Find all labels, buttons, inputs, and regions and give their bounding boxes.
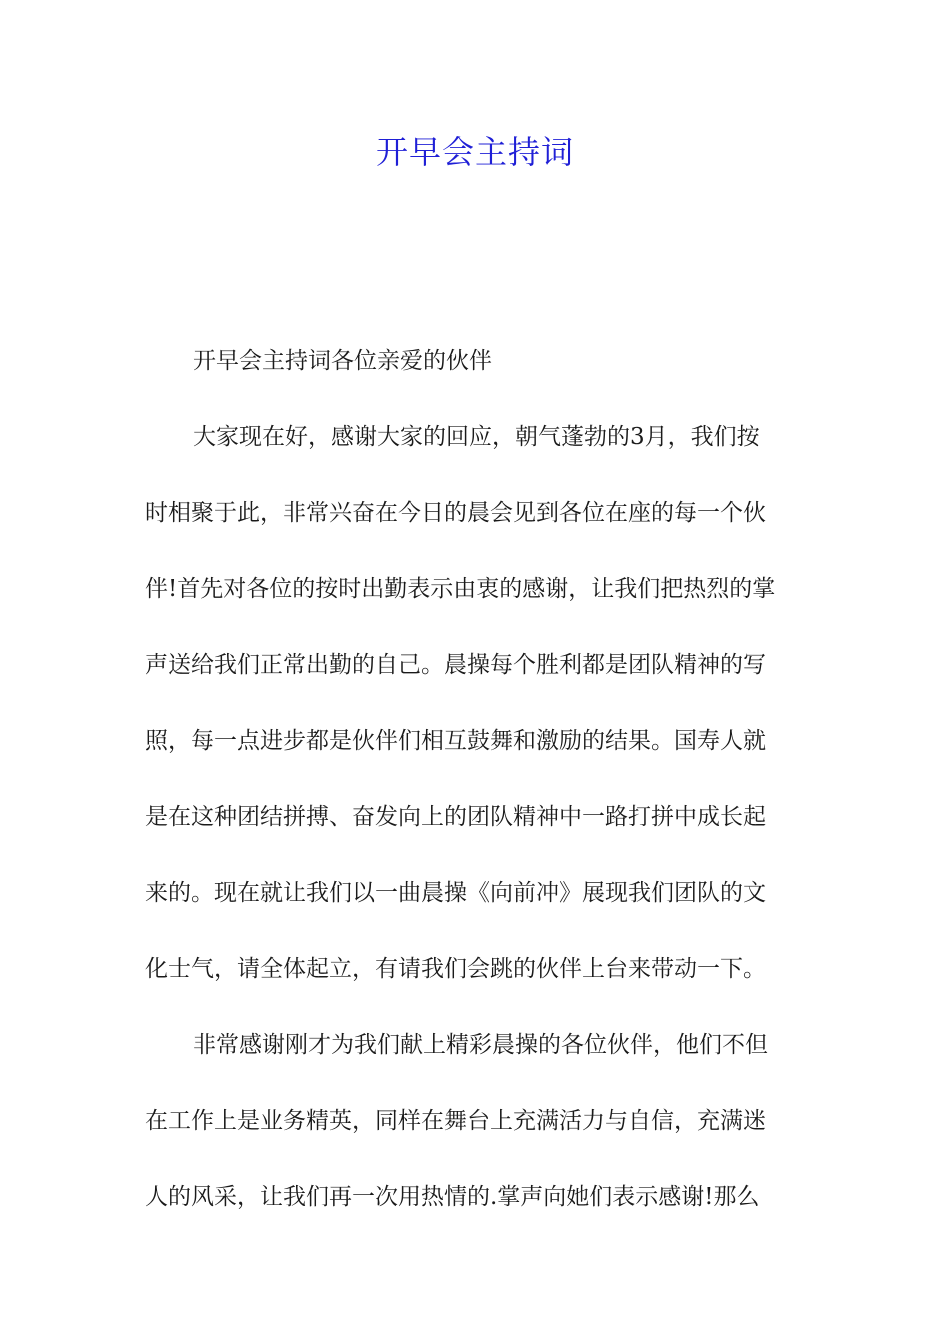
paragraph-line: 开早会主持词各位亲爱的伙伴 [193, 348, 492, 374]
paragraph-line: 伴!首先对各位的按时出勤表示由衷的感谢，让我们把热烈的掌 [145, 576, 776, 602]
paragraph-line: 是在这种团结拼搏、奋发向上的团队精神中一路打拼中成长起 [145, 804, 766, 830]
paragraph-line: 时相聚于此，非常兴奋在今日的晨会见到各位在座的每一个伙 [145, 500, 766, 526]
paragraph-line: 化士气，请全体起立，有请我们会跳的伙伴上台来带动一下。 [145, 956, 766, 982]
document-body [145, 336, 807, 1248]
paragraph-line: 来的。现在就让我们以一曲晨操《向前冲》展现我们团队的文 [145, 880, 766, 906]
paragraph-line: 大家现在好，感谢大家的回应，朝气蓬勃的3月，我们按 [193, 424, 760, 450]
paragraph-line: 照，每一点进步都是伙伴们相互鼓舞和激励的结果。国寿人就 [145, 728, 766, 754]
document-title: 开早会主持词 [375, 133, 574, 171]
paragraph-line: 在工作上是业务精英，同样在舞台上充满活力与自信，充满迷 [145, 1108, 766, 1134]
paragraph-line: 声送给我们正常出勤的自己。晨操每个胜利都是团队精神的写 [145, 652, 766, 678]
paragraph-line: 人的风采，让我们再一次用热情的.掌声向她们表示感谢!那么 [145, 1184, 760, 1210]
paragraph-line: 非常感谢刚才为我们献上精彩晨操的各位伙伴，他们不但 [193, 1032, 768, 1058]
